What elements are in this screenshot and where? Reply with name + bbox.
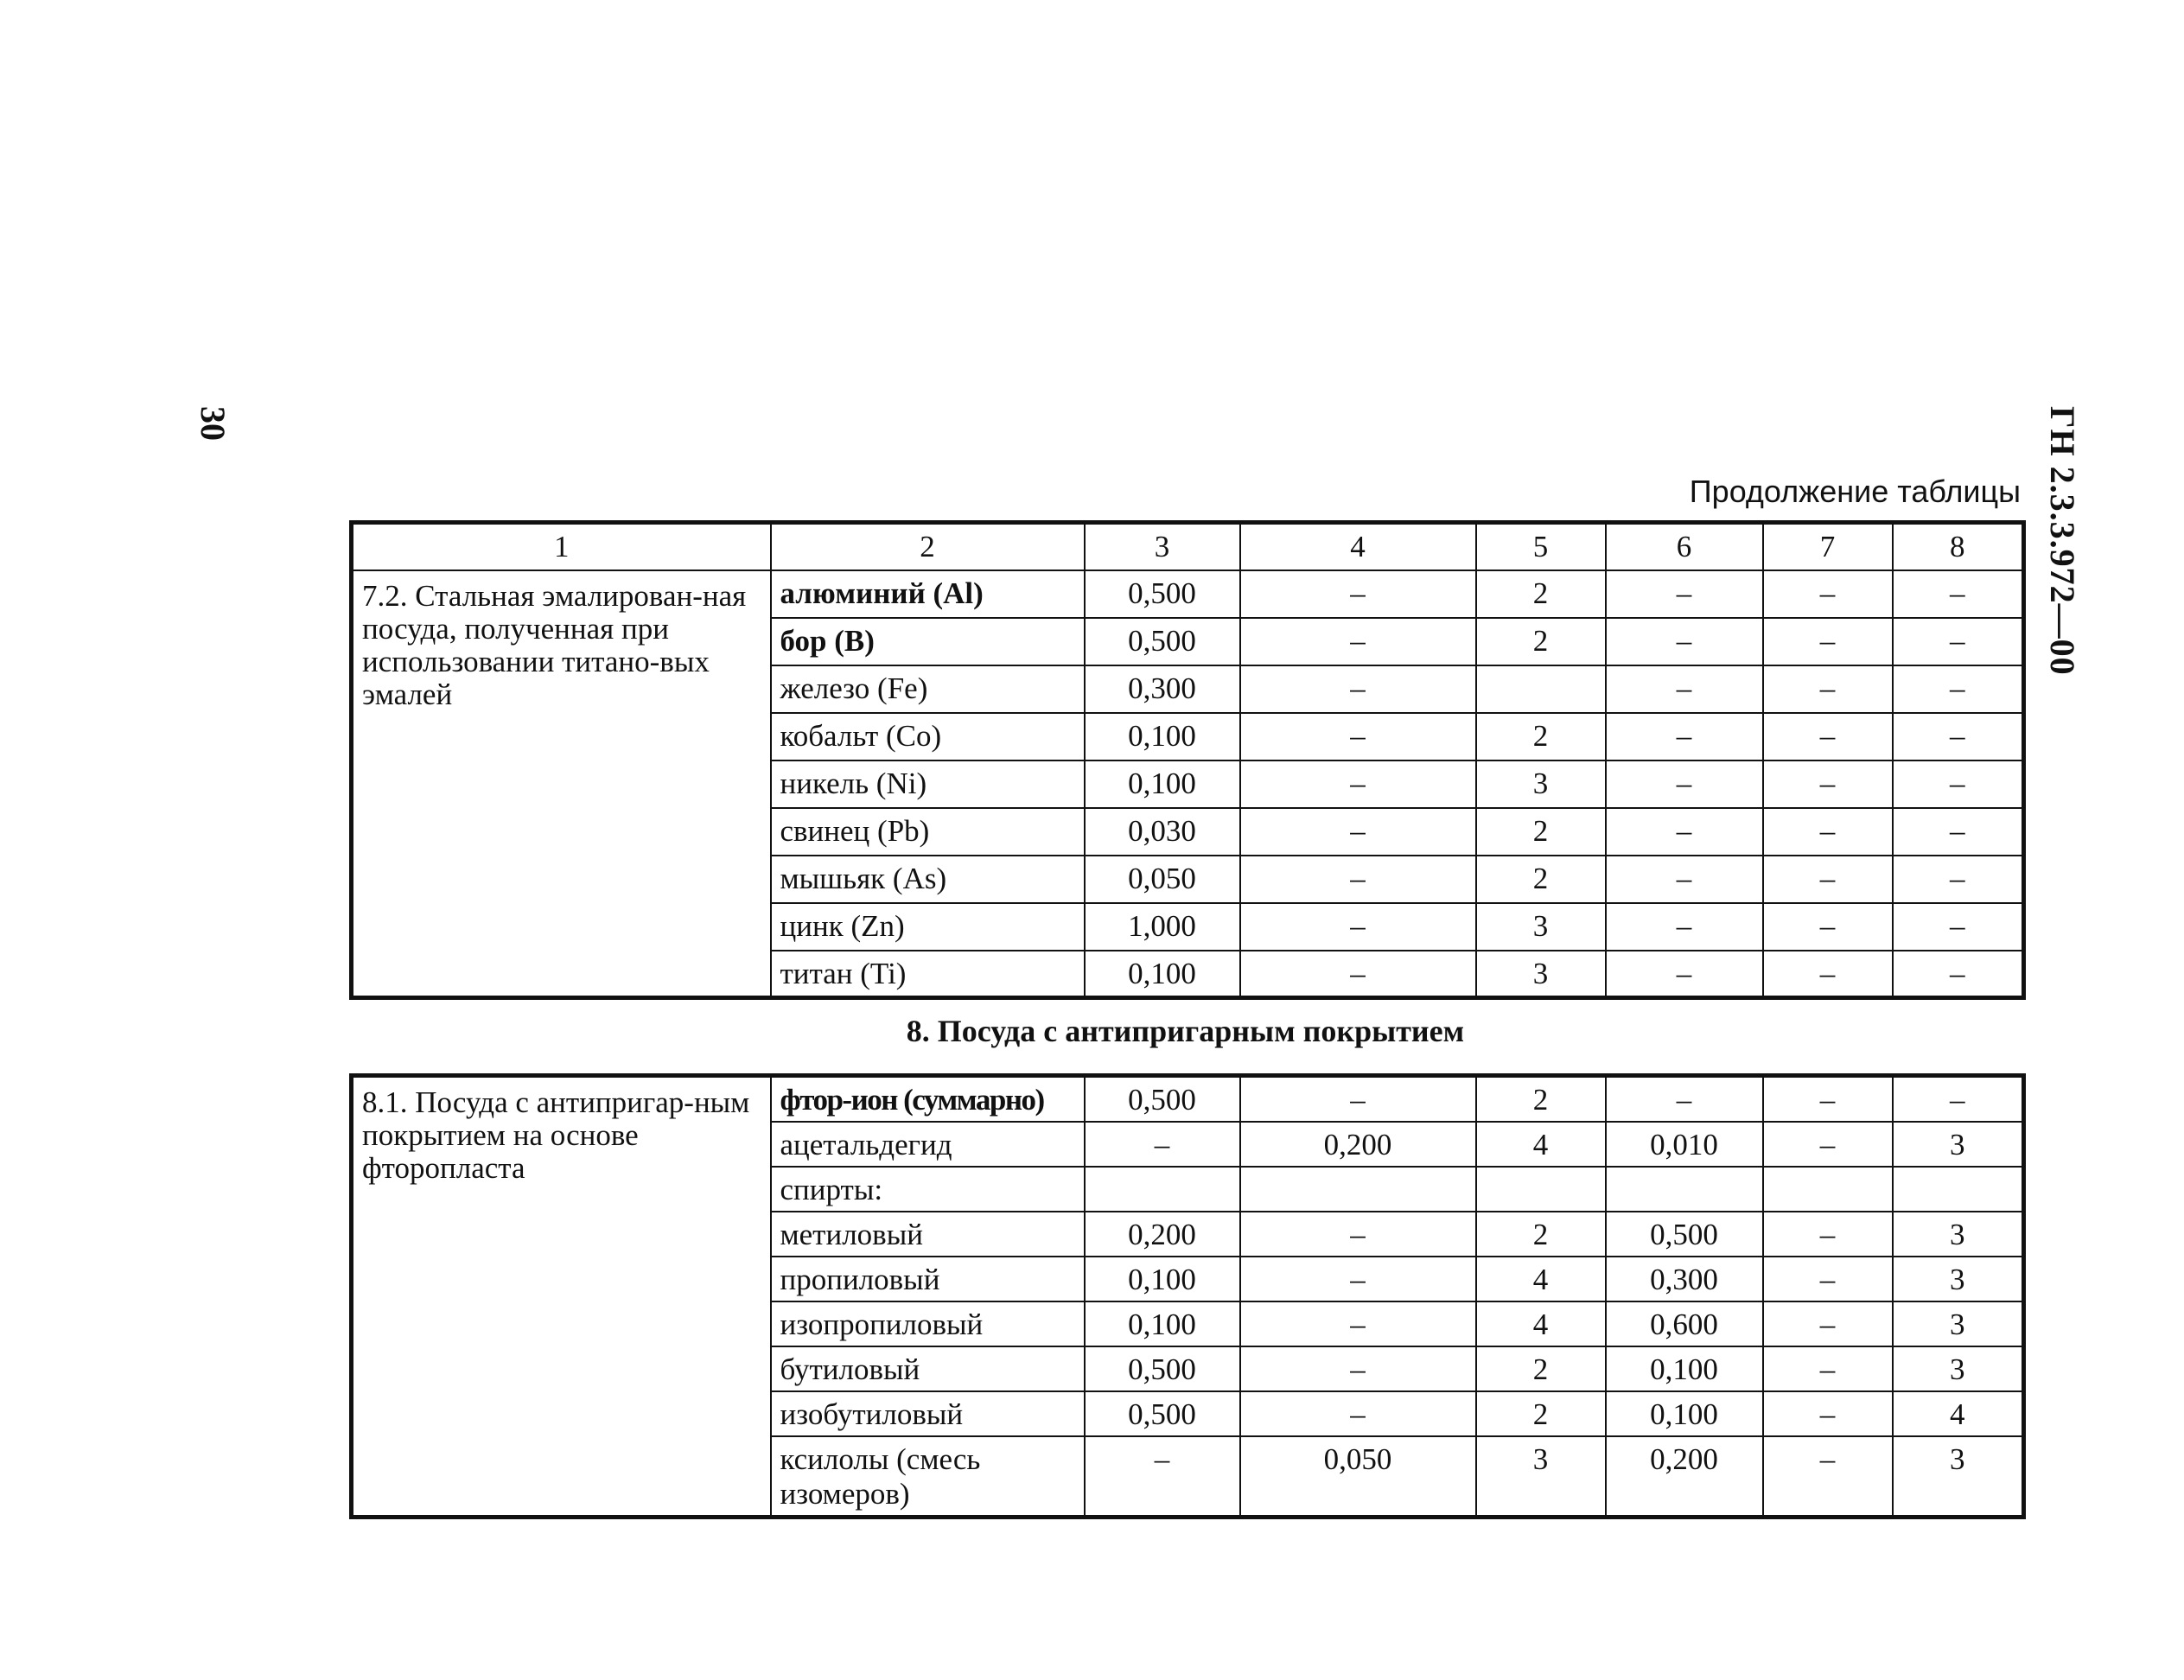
cell-col4: –	[1240, 1301, 1476, 1346]
cell-col6: –	[1606, 856, 1763, 903]
cell-col3	[1085, 1167, 1240, 1212]
cell-col4: –	[1240, 1346, 1476, 1391]
substance-name: изобутиловый	[771, 1391, 1085, 1436]
cell-col4: 0,050	[1240, 1436, 1476, 1518]
cell-col3: 0,500	[1085, 1346, 1240, 1391]
cell-col5: 3	[1476, 1436, 1606, 1518]
cell-col6: 0,100	[1606, 1391, 1763, 1436]
cell-col4: –	[1240, 856, 1476, 903]
cell-col3: 0,100	[1085, 951, 1240, 998]
table-continuation-label: Продолжение таблицы	[1689, 474, 2021, 509]
cell-col5	[1476, 1167, 1606, 1212]
substance-name: железо (Fe)	[771, 665, 1085, 713]
cell-col3: 0,500	[1085, 618, 1240, 665]
cell-col4	[1240, 1167, 1476, 1212]
cell-col6: 0,500	[1606, 1212, 1763, 1257]
cell-col3: 0,100	[1085, 760, 1240, 808]
cell-col8: 3	[1893, 1212, 2024, 1257]
cell-col6: –	[1606, 1076, 1763, 1123]
table-row	[352, 1076, 2024, 1123]
cell-col4: –	[1240, 1212, 1476, 1257]
page-number: 30	[194, 406, 232, 441]
cell-col4: –	[1240, 808, 1476, 856]
substance-name: алюминий (Al)	[771, 570, 1085, 618]
cell-col6: –	[1606, 713, 1763, 760]
cell-col7: –	[1763, 856, 1893, 903]
cell-col8: –	[1893, 760, 2024, 808]
cell-col3: 0,500	[1085, 1391, 1240, 1436]
cell-col5: 2	[1476, 1346, 1606, 1391]
cell-col5: 3	[1476, 903, 1606, 951]
cell-col8: –	[1893, 856, 2024, 903]
cell-col3: 0,300	[1085, 665, 1240, 713]
cell-col6	[1606, 1167, 1763, 1212]
table-header-row	[352, 523, 2024, 570]
cell-col8: –	[1893, 665, 2024, 713]
cell-col8: –	[1893, 903, 2024, 951]
substance-name: пропиловый	[771, 1257, 1085, 1301]
cell-col7: –	[1763, 951, 1893, 998]
cell-col8: –	[1893, 618, 2024, 665]
substance-name: кобальт (Co)	[771, 713, 1085, 760]
cell-col5: 2	[1476, 856, 1606, 903]
cell-col5: 2	[1476, 618, 1606, 665]
cell-col8: –	[1893, 570, 2024, 618]
substance-name: бор (B)	[771, 618, 1085, 665]
cell-col6: –	[1606, 903, 1763, 951]
cell-col5	[1476, 665, 1606, 713]
substance-name: свинец (Pb)	[771, 808, 1085, 856]
cell-col8: 3	[1893, 1301, 2024, 1346]
cell-col7	[1763, 1167, 1893, 1212]
table-section-8	[349, 1073, 2026, 1519]
cell-col6: 0,100	[1606, 1346, 1763, 1391]
substance-name: мышьяк (As)	[771, 856, 1085, 903]
cell-col8: –	[1893, 808, 2024, 856]
cell-col4: –	[1240, 1257, 1476, 1301]
cell-col4: –	[1240, 665, 1476, 713]
cell-col4: –	[1240, 760, 1476, 808]
substance-name: никель (Ni)	[771, 760, 1085, 808]
table-row	[352, 570, 2024, 618]
cell-col3: –	[1085, 1122, 1240, 1167]
cell-col7: –	[1763, 1391, 1893, 1436]
header-cell-4: 4	[1240, 523, 1476, 570]
cell-col8: 4	[1893, 1391, 2024, 1436]
document-code: ГН 2.3.3.972—00	[2043, 406, 2082, 676]
cell-col6: –	[1606, 665, 1763, 713]
cell-col3: 0,100	[1085, 713, 1240, 760]
cell-col6: –	[1606, 808, 1763, 856]
header-cell-5: 5	[1476, 523, 1606, 570]
cell-col5: 3	[1476, 951, 1606, 998]
cell-col4: –	[1240, 570, 1476, 618]
substance-name: изопропиловый	[771, 1301, 1085, 1346]
cell-col8	[1893, 1167, 2024, 1212]
cell-col7: –	[1763, 1122, 1893, 1167]
substance-name: метиловый	[771, 1212, 1085, 1257]
cell-col8: 3	[1893, 1436, 2024, 1518]
cell-col3: 0,500	[1085, 570, 1240, 618]
cell-col3: 0,030	[1085, 808, 1240, 856]
cell-col5: 4	[1476, 1257, 1606, 1301]
cell-col7: –	[1763, 570, 1893, 618]
cell-col4: 0,200	[1240, 1122, 1476, 1167]
header-cell-8: 8	[1893, 523, 2024, 570]
cell-col8: –	[1893, 951, 2024, 998]
header-cell-6: 6	[1606, 523, 1763, 570]
cell-col5: 2	[1476, 713, 1606, 760]
cell-col6: 0,600	[1606, 1301, 1763, 1346]
cell-col4: –	[1240, 951, 1476, 998]
cell-col7: –	[1763, 808, 1893, 856]
cell-col6: –	[1606, 951, 1763, 998]
substance-name: спирты:	[771, 1167, 1085, 1212]
substance-name: ацетальдегид	[771, 1122, 1085, 1167]
cell-col3: 0,100	[1085, 1257, 1240, 1301]
cell-col8: 3	[1893, 1346, 2024, 1391]
cell-col7: –	[1763, 1301, 1893, 1346]
cell-col4: –	[1240, 903, 1476, 951]
substance-name: бутиловый	[771, 1346, 1085, 1391]
cell-col4: –	[1240, 618, 1476, 665]
header-cell-7: 7	[1763, 523, 1893, 570]
cell-col5: 3	[1476, 760, 1606, 808]
cell-col5: 4	[1476, 1301, 1606, 1346]
cell-col5: 2	[1476, 1076, 1606, 1123]
cell-col4: –	[1240, 1076, 1476, 1123]
cell-col3: 1,000	[1085, 903, 1240, 951]
cell-col3: 0,050	[1085, 856, 1240, 903]
substance-name: цинк (Zn)	[771, 903, 1085, 951]
header-cell-2: 2	[771, 523, 1085, 570]
cell-col7: –	[1763, 760, 1893, 808]
cell-col5: 2	[1476, 1391, 1606, 1436]
cell-col8: –	[1893, 713, 2024, 760]
cell-col6: –	[1606, 570, 1763, 618]
substance-name: ксилолы (смесь изомеров)	[771, 1436, 1085, 1518]
cell-col8: –	[1893, 1076, 2024, 1123]
cell-col7: –	[1763, 1436, 1893, 1518]
cell-col7: –	[1763, 1346, 1893, 1391]
cell-col3: 0,100	[1085, 1301, 1240, 1346]
cell-col7: –	[1763, 1076, 1893, 1123]
product-description: 7.2. Стальная эмалирован-ная посуда, полученная при использовании титано-вых эмалей	[352, 570, 771, 998]
cell-col3: 0,200	[1085, 1212, 1240, 1257]
cell-col3: –	[1085, 1436, 1240, 1518]
cell-col4: –	[1240, 1391, 1476, 1436]
header-cell-1: 1	[352, 523, 771, 570]
cell-col7: –	[1763, 713, 1893, 760]
cell-col6: –	[1606, 760, 1763, 808]
cell-col5: 4	[1476, 1122, 1606, 1167]
table-section-7	[349, 520, 2026, 1000]
substance-name: фтор-ион (суммарно)	[771, 1076, 1085, 1123]
cell-col7: –	[1763, 1257, 1893, 1301]
cell-col8: 3	[1893, 1257, 2024, 1301]
cell-col6: 0,300	[1606, 1257, 1763, 1301]
cell-col8: 3	[1893, 1122, 2024, 1167]
cell-col7: –	[1763, 665, 1893, 713]
cell-col7: –	[1763, 618, 1893, 665]
section-title: 8. Посуда с антипригарным покрытием	[906, 1014, 1465, 1048]
cell-col5: 2	[1476, 1212, 1606, 1257]
cell-col7: –	[1763, 1212, 1893, 1257]
product-description: 8.1. Посуда с антипригар-ным покрытием на основе фторопласта	[352, 1076, 771, 1518]
cell-col5: 2	[1476, 808, 1606, 856]
cell-col4: –	[1240, 713, 1476, 760]
substance-name: титан (Ti)	[771, 951, 1085, 998]
cell-col6: 0,200	[1606, 1436, 1763, 1518]
cell-col5: 2	[1476, 570, 1606, 618]
cell-col7: –	[1763, 903, 1893, 951]
cell-col6: 0,010	[1606, 1122, 1763, 1167]
header-cell-3: 3	[1085, 523, 1240, 570]
cell-col6: –	[1606, 618, 1763, 665]
cell-col3: 0,500	[1085, 1076, 1240, 1123]
